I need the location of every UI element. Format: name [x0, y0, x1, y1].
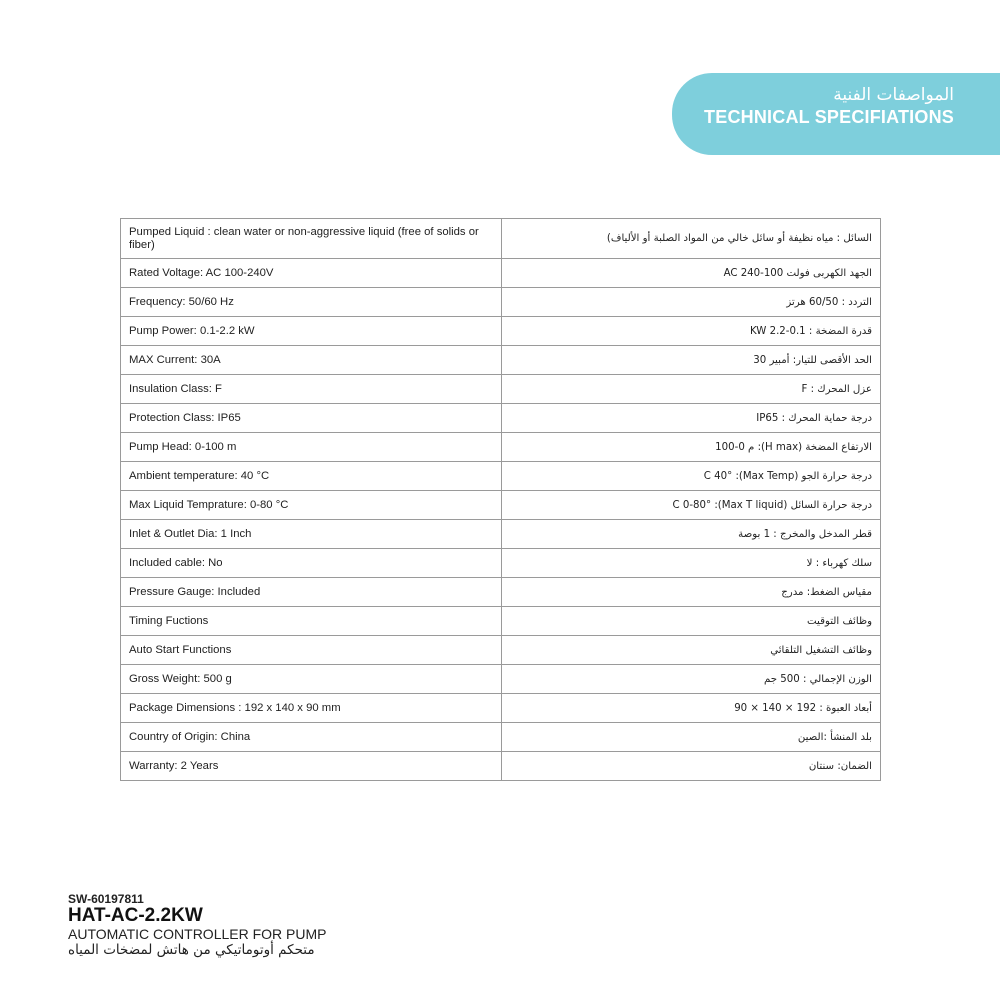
spec-en: Country of Origin: China: [121, 723, 502, 752]
spec-row: [121, 723, 881, 752]
spec-ar: الجهد الكهربى فولت AC 240-100: [501, 259, 881, 288]
model-number: HAT-AC-2.2KW: [68, 905, 203, 926]
spec-ar: الارتفاع المضخة (H max): م 0-100: [501, 433, 881, 462]
spec-en: Rated Voltage: AC 100-240V: [121, 259, 502, 288]
spec-en: Max Liquid Temprature: 0-80 °C: [121, 491, 502, 520]
spec-row: [121, 259, 881, 288]
spec-ar: درجة حماية المحرك : IP65: [501, 404, 881, 433]
spec-row: [121, 578, 881, 607]
spec-en: Inlet & Outlet Dia: 1 Inch: [121, 520, 502, 549]
header-title-english: TECHNICAL SPECIFIATIONS: [704, 107, 954, 127]
spec-ar: بلد المنشأ :الصين: [501, 723, 881, 752]
spec-ar: درجة حرارة الجو (Max Temp): °C 40: [501, 462, 881, 491]
spec-row: [121, 219, 881, 259]
spec-en: Warranty: 2 Years: [121, 752, 502, 781]
spec-row: [121, 404, 881, 433]
spec-ar: أبعاد العبوة : 192 × 140 × 90: [501, 694, 881, 723]
spec-en: Frequency: 50/60 Hz: [121, 288, 502, 317]
spec-ar: الضمان: سنتان: [501, 752, 881, 781]
spec-ar: وظائف التوقيت: [501, 607, 881, 636]
spec-table: [120, 218, 881, 781]
spec-en: Ambient temperature: 40 °C: [121, 462, 502, 491]
spec-row: [121, 694, 881, 723]
spec-row: [121, 288, 881, 317]
spec-row: [121, 375, 881, 404]
spec-ar: درجة حرارة السائل (Max T liquid): °C 0-80: [501, 491, 881, 520]
spec-row: [121, 520, 881, 549]
spec-en: Pumped Liquid : clean water or non-aggressive liquid (free of solids or fiber): [121, 219, 502, 259]
spec-en: Included cable: No: [121, 549, 502, 578]
spec-en: Pump Head: 0-100 m: [121, 433, 502, 462]
spec-en: Gross Weight: 500 g: [121, 665, 502, 694]
spec-en: Protection Class: IP65: [121, 404, 502, 433]
spec-en: Insulation Class: F: [121, 375, 502, 404]
section-header-tab: [672, 73, 1000, 155]
spec-row: [121, 462, 881, 491]
spec-en: Auto Start Functions: [121, 636, 502, 665]
spec-en: Pressure Gauge: Included: [121, 578, 502, 607]
product-footer: [68, 892, 468, 959]
spec-ar: قطر المدخل والمخرج : 1 بوصة: [501, 520, 881, 549]
spec-en: Package Dimensions : 192 x 140 x 90 mm: [121, 694, 502, 723]
spec-row: [121, 346, 881, 375]
spec-row: [121, 317, 881, 346]
spec-ar: مقياس الضغط: مدرج: [501, 578, 881, 607]
spec-ar: وظائف التشغيل التلقائي: [501, 636, 881, 665]
spec-row: [121, 491, 881, 520]
header-title-arabic: المواصفات الفنية: [833, 85, 954, 105]
spec-row: [121, 607, 881, 636]
spec-row: [121, 665, 881, 694]
product-name-english: AUTOMATIC CONTROLLER FOR PUMP: [68, 926, 327, 942]
spec-ar: الحد الأقصى للتيار: أمبير 30: [501, 346, 881, 375]
sku-code: SW-60197811: [68, 892, 144, 906]
spec-ar: التردد : 60/50 هرتز: [501, 288, 881, 317]
spec-ar: الوزن الإجمالي : 500 جم: [501, 665, 881, 694]
spec-ar: سلك كهرباء : لا: [501, 549, 881, 578]
spec-en: MAX Current: 30A: [121, 346, 502, 375]
spec-en: Pump Power: 0.1-2.2 kW: [121, 317, 502, 346]
spec-row: [121, 549, 881, 578]
product-name-arabic: متحكم أوتوماتيكي من هاتش لمضخات المياه: [68, 942, 315, 958]
spec-ar: السائل : مياه نظيفة أو سائل خالي من المواد الصلبة أو الألياف): [501, 219, 881, 259]
spec-en: Timing Fuctions: [121, 607, 502, 636]
spec-row: [121, 433, 881, 462]
spec-row: [121, 752, 881, 781]
spec-ar: قدرة المضخة : KW 2.2-0.1: [501, 317, 881, 346]
spec-ar: عزل المحرك : F: [501, 375, 881, 404]
spec-row: [121, 636, 881, 665]
